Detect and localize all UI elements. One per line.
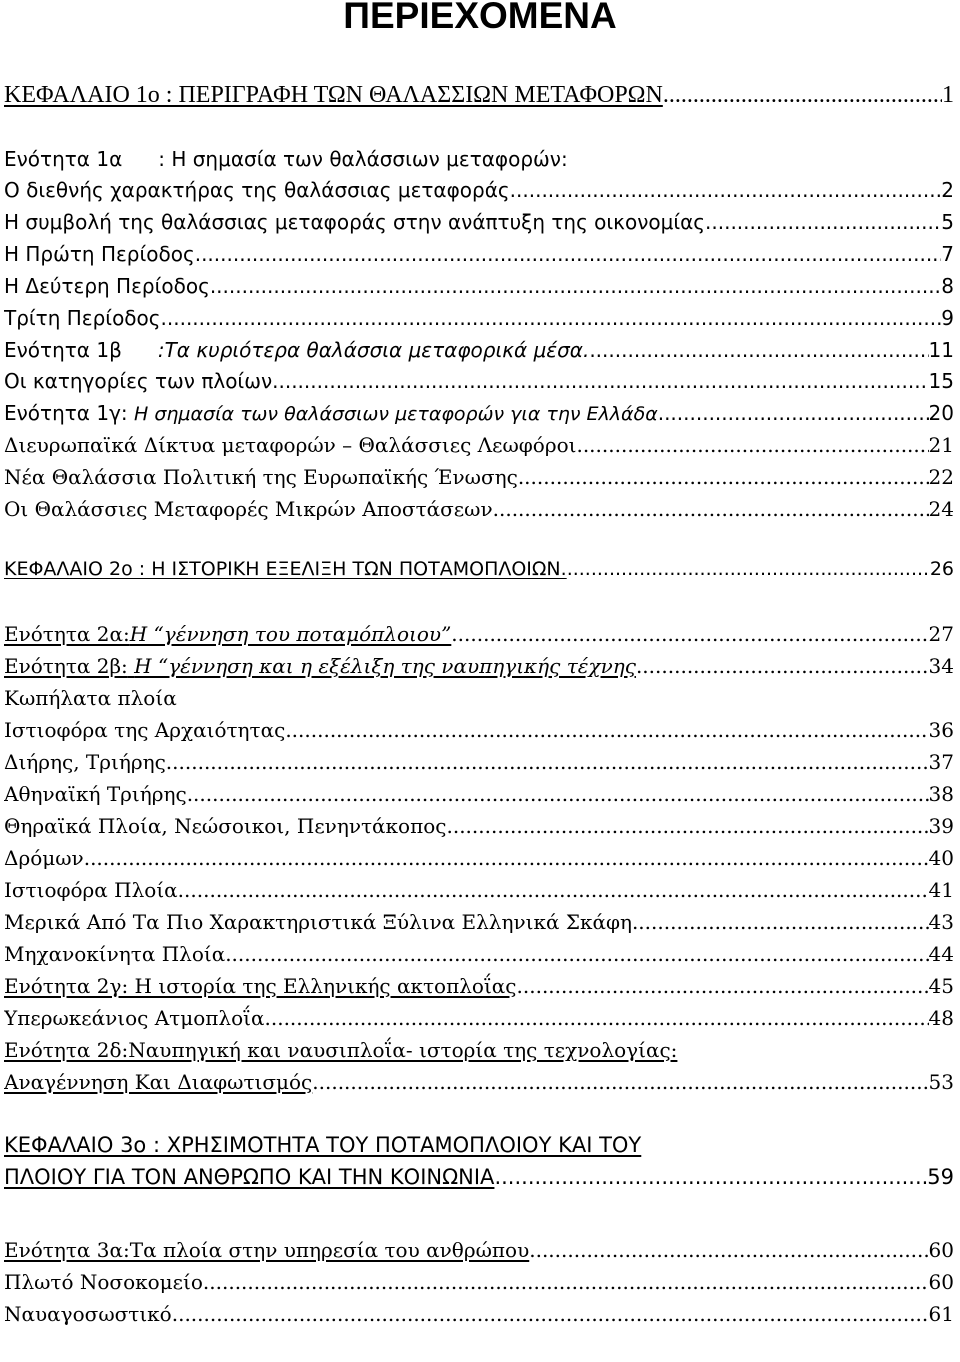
toc-page-number: 7 (941, 242, 954, 266)
toc-entry-label: Οι Θαλάσσιες Μεταφορές Μικρών Αποστάσεων (4, 497, 493, 521)
toc-section-title: Η “γέννηση του ποταμόπλοιου” (129, 622, 452, 646)
toc-entry-label: Διευρωπαϊκά Δίκτυα μεταφορών – Θαλάσσιες Λεωφόροι (4, 433, 577, 457)
toc-entry (4, 207, 954, 237)
toc-page-number: 20 (928, 401, 954, 425)
toc-page-number: 41 (928, 878, 954, 902)
dot-leader (663, 80, 942, 110)
toc-page-number: 37 (928, 750, 954, 774)
toc-page-number: 38 (928, 782, 954, 806)
toc-entry-chapter-3-cont (4, 1162, 954, 1192)
toc-page-number: 59 (927, 1165, 954, 1189)
toc-page-number: 11 (928, 338, 954, 362)
toc-page-number: 27 (928, 622, 954, 646)
toc-page-number: 21 (928, 433, 954, 457)
dot-leader (187, 779, 929, 809)
toc-entry-section-2d (4, 1035, 954, 1065)
toc-page-number: 60 (928, 1270, 954, 1294)
dot-leader (576, 430, 928, 460)
toc-page-number: 60 (928, 1238, 954, 1262)
toc-entry (4, 175, 954, 205)
dot-leader (451, 619, 928, 649)
toc-entry-label: Πλωτό Νοσοκομείο (4, 1270, 203, 1294)
toc-entry-label: Διήρης, Τριήρης (4, 750, 166, 774)
dot-leader (285, 715, 928, 745)
toc-page-number: 5 (941, 210, 954, 234)
toc-page-number: 40 (928, 846, 954, 870)
dot-leader (203, 1267, 929, 1297)
toc-entry-label: Τρίτη Περίοδος (4, 306, 161, 330)
toc-entry (4, 1067, 954, 1097)
toc-entry (4, 462, 954, 492)
dot-leader (161, 303, 942, 333)
toc-page-number: 53 (928, 1070, 954, 1094)
dot-leader (84, 843, 929, 873)
toc-entry-section-2a (4, 619, 954, 649)
toc-entry-label: Αθηναϊκή Τριήρης (4, 782, 187, 806)
dot-leader (518, 462, 929, 492)
toc-page-number: 24 (928, 497, 954, 521)
toc-entry (4, 494, 954, 524)
dot-leader (658, 398, 929, 428)
toc-section-number: Ενότητα 2β: (4, 654, 128, 678)
toc-entry (4, 811, 954, 841)
dot-leader (589, 335, 928, 365)
dot-leader (265, 1003, 929, 1033)
toc-entry-label: Ο διεθνής χαρακτήρας της θαλάσσιας μεταφοράς (4, 178, 510, 202)
toc-entry-chapter-2 (4, 554, 954, 584)
toc-section-title: : Η σημασία των θαλάσσιων μεταφορών: (158, 147, 568, 171)
toc-entry-label: Η συμβολή της θαλάσσιας μεταφοράς στην ανάπτυξη της οικονομίας (4, 210, 706, 234)
toc-section-number: Ενότητα 1β (4, 338, 122, 362)
toc-entry-label: Ιστιοφόρα Πλοία (4, 878, 178, 902)
toc-entry-label: ΚΕΦΑΛΑΙΟ 3ο : ΧΡΗΣΙΜΟΤΗΤΑ ΤΟΥ ΠΟΤΑΜΟΠΛΟΙΟΥ ΚΑΙ ΤΟΥ (4, 1133, 642, 1157)
toc-entry (4, 875, 954, 905)
toc-entry-label: Ενότητα 2γ: Η ιστορία της Ελληνικής ακτοπλοΐας (4, 974, 517, 998)
toc-section-title: Η “γέννηση και η εξέλιξη της ναυπηγικής τέχνης (134, 654, 636, 678)
toc-entry-section-3a (4, 1235, 954, 1265)
dot-leader (567, 554, 930, 584)
toc-entry-label: Ιστιοφόρα της Αρχαιότητας (4, 718, 286, 742)
toc-entry-section-2b (4, 651, 954, 681)
toc-entry (4, 779, 954, 809)
dot-leader (225, 939, 928, 969)
toc-page-number: 39 (928, 814, 954, 838)
dot-leader (272, 366, 928, 396)
toc-page-number: 61 (928, 1302, 954, 1326)
dot-leader (705, 207, 941, 237)
toc-entry-label: Μερικά Από Τα Πιο Χαρακτηριστικά Ξύλινα Ελληνικά Σκάφη (4, 910, 632, 934)
toc-page-number: 2 (941, 178, 954, 202)
toc-entry-label: Οι κατηγορίες των πλοίων (4, 369, 273, 393)
toc-entry-label: Ενότητα 2δ:Ναυπηγική και ναυσιπλοΐα- ιστορία της τεχνολογίας: (4, 1038, 678, 1062)
toc-entry (4, 1299, 954, 1329)
toc-entry (4, 1267, 954, 1297)
toc-entry-label: Κωπήλατα πλοία (4, 686, 177, 710)
toc-entry-label: Θηραϊκά Πλοία, Νεώσοικοι, Πενηντάκοπος (4, 814, 447, 838)
dot-leader (636, 651, 929, 681)
dot-leader (632, 907, 929, 937)
dot-leader (510, 175, 942, 205)
toc-entry-label: Νέα Θαλάσσια Πολιτική της Ευρωπαϊκής Ένωσης (4, 465, 518, 489)
toc-entry-label: ΚΕΦΑΛΑΙΟ 2ο : Η ΙΣΤΟΡΙΚΗ ΕΞΕΛΙΞΗ ΤΩΝ ΠΟΤΑΜΟΠΛΟΙΩΝ. (4, 558, 567, 580)
toc-entry (4, 1003, 954, 1033)
toc-entry-section-1b (4, 335, 954, 365)
toc-entry-label: ΚΕΦΑΛΑΙΟ 1ο : ΠΕΡΙΓΡΑΦΗ ΤΩΝ ΘΑΛΑΣΣΙΩΝ ΜΕΤΑΦΟΡΩΝ (4, 82, 663, 108)
toc-page-number: 26 (929, 558, 954, 580)
toc-entry (4, 715, 954, 745)
toc-entry-label: Η Δεύτερη Περίοδος (4, 274, 210, 298)
toc-entry (4, 843, 954, 873)
toc-entry (4, 939, 954, 969)
toc-page-number: 34 (928, 654, 954, 678)
dot-leader (493, 494, 929, 524)
toc-page-number: 15 (928, 369, 954, 393)
dot-leader (517, 971, 929, 1001)
toc-entry-section-2g (4, 971, 954, 1001)
toc-page-number: 48 (928, 1006, 954, 1030)
toc-entry-chapter-1 (4, 80, 954, 110)
toc-entry-label: Ενότητα 3α:Τα πλοία στην υπηρεσία του ανθρώπου (4, 1238, 530, 1262)
toc-entry-label: Δρόμων (4, 846, 84, 870)
toc-page-number: 1 (942, 82, 954, 108)
toc-section-title: :Τα κυριότερα θαλάσσια μεταφορικά μέσα. (157, 338, 590, 362)
dot-leader (210, 271, 941, 301)
toc-section-title: Η σημασία των θαλάσσιων μεταφορών για την Ελλάδα (134, 403, 658, 425)
toc-entry-label: Αναγέννηση Και Διαφωτισμός (4, 1070, 313, 1094)
toc-entry-label: ΠΛΟΙΟΥ ΓΙΑ ΤΟΝ ΑΝΘΡΩΠΟ ΚΑΙ ΤΗΝ ΚΟΙΝΩΝΙΑ (4, 1165, 495, 1189)
toc-page-number: 45 (928, 974, 954, 998)
toc-entry-label: Μηχανοκίνητα Πλοία (4, 942, 226, 966)
toc-entry (4, 303, 954, 333)
toc-entry (4, 271, 954, 301)
dot-leader (446, 811, 928, 841)
toc-section-number: Ενότητα 1γ: (4, 401, 128, 425)
toc-entry-label: Η Πρώτη Περίοδος (4, 242, 195, 266)
toc-entry-section-1a (4, 144, 954, 174)
dot-leader (166, 747, 929, 777)
toc-page-number: 44 (928, 942, 954, 966)
toc-entry (4, 683, 954, 713)
page-title: ΠΕΡΙΕΧΟΜΕΝΑ (343, 0, 617, 36)
toc-page-number: 22 (928, 465, 954, 489)
toc-page-number: 43 (928, 910, 954, 934)
toc-entry-section-1g (4, 398, 954, 428)
toc-page-number: 8 (941, 274, 954, 298)
dot-leader (172, 1299, 929, 1329)
dot-leader (195, 239, 942, 269)
dot-leader (529, 1235, 928, 1265)
toc-section-number: Ενότητα 1α (4, 147, 123, 171)
toc-entry (4, 747, 954, 777)
toc-section-number: Ενότητα 2α: (4, 622, 130, 646)
toc-entry-chapter-3 (4, 1130, 954, 1160)
toc-entry (4, 366, 954, 396)
toc-page-number: 36 (928, 718, 954, 742)
toc-entry (4, 239, 954, 269)
toc-entry-label: Υπερωκεάνιος Ατμοπλοΐα (4, 1006, 265, 1030)
toc-entry-label: Ναυαγοσωστικό (4, 1302, 172, 1326)
toc-page-number: 9 (941, 306, 954, 330)
dot-leader (312, 1067, 928, 1097)
dot-leader (178, 875, 929, 905)
toc-entry (4, 430, 954, 460)
toc-entry (4, 907, 954, 937)
dot-leader (494, 1162, 927, 1192)
